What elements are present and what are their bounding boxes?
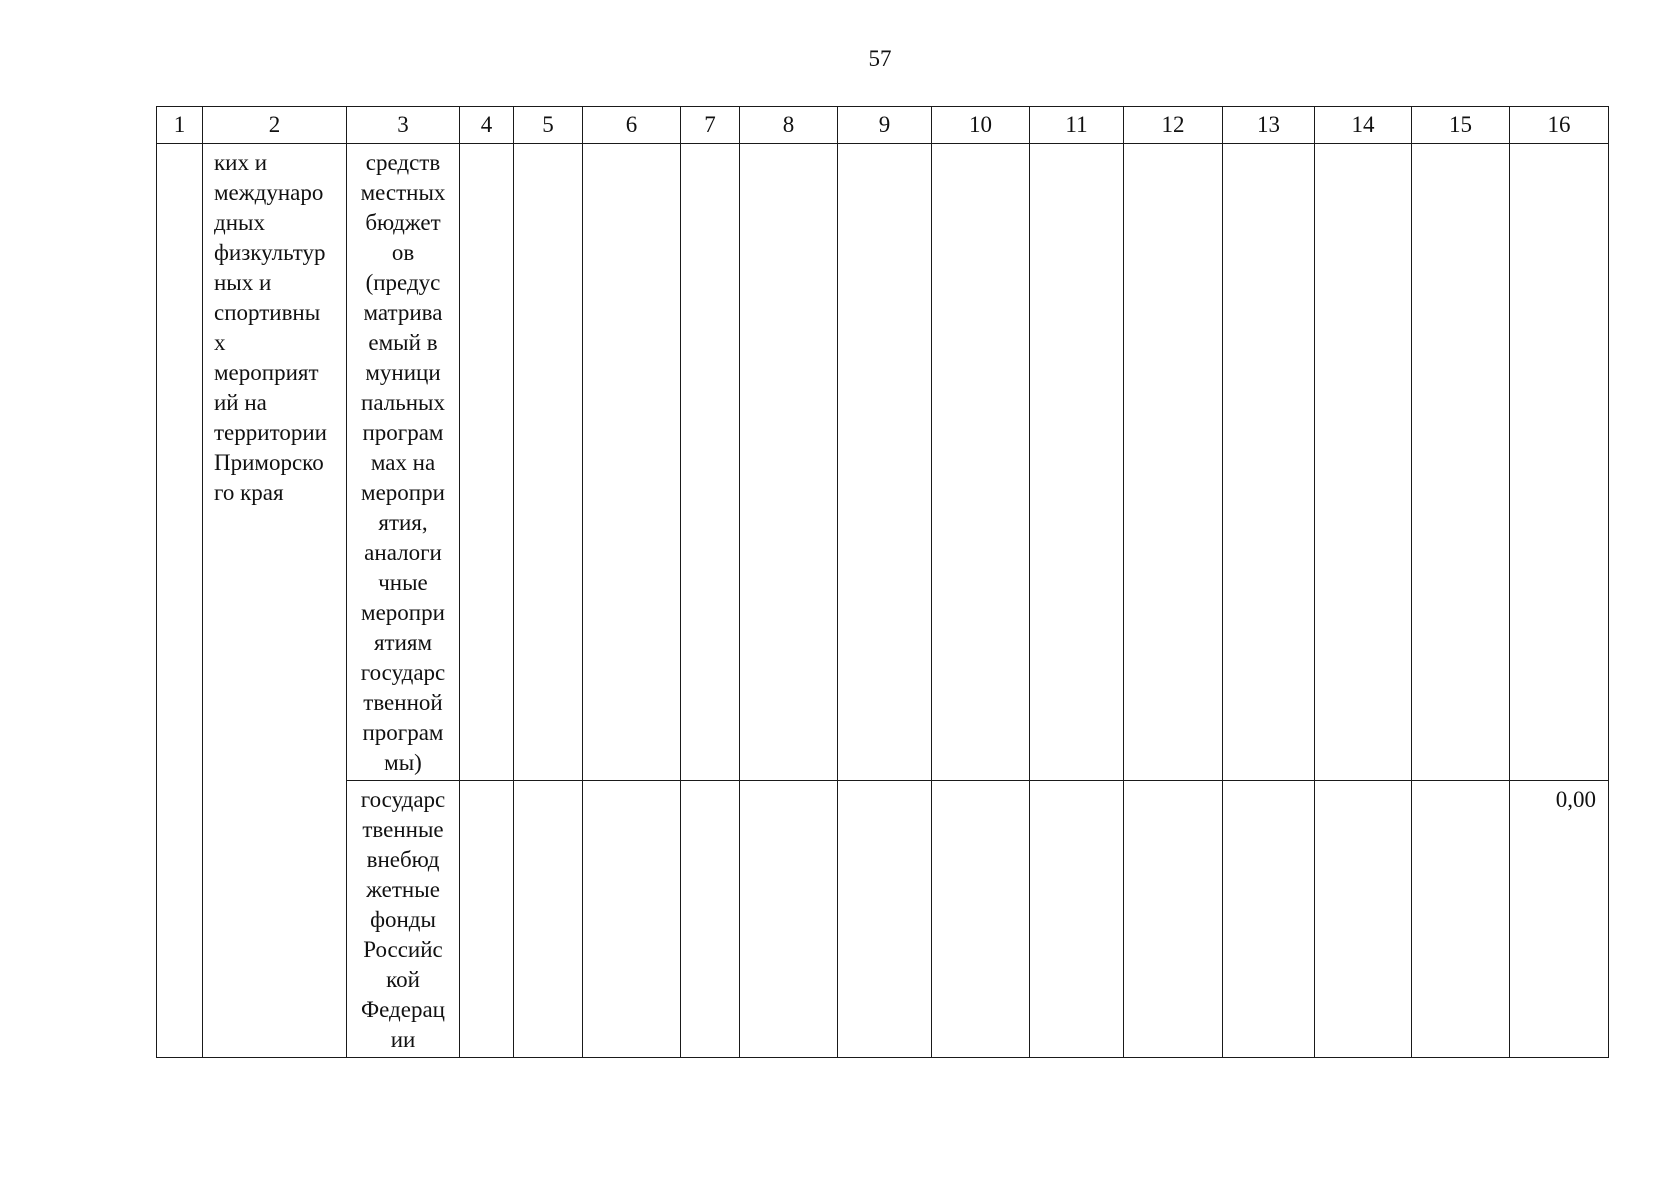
column-header-10: 10 <box>932 107 1030 144</box>
funding-source-line: мы) <box>384 750 422 775</box>
table-cell <box>932 144 1030 781</box>
funding-source-line: бюджет <box>365 210 441 235</box>
funding-source-line: (предус <box>365 270 441 295</box>
column-header-16: 16 <box>1510 107 1609 144</box>
table-cell <box>838 781 932 1058</box>
funding-source-line: местных <box>360 180 446 205</box>
column-header-1: 1 <box>157 107 203 144</box>
table-cell <box>1412 781 1510 1058</box>
event-name-cell <box>203 144 347 1058</box>
funding-source-line: програм <box>362 720 444 745</box>
event-name-line: физкультур <box>214 240 326 265</box>
event-name-line: ий на <box>214 390 267 415</box>
table-cell <box>740 781 838 1058</box>
funding-source-line: жетные <box>366 877 440 902</box>
page-number: 57 <box>868 46 892 71</box>
funding-source-line: мах на <box>370 450 436 475</box>
table-cell <box>1124 144 1223 781</box>
column-header-5: 5 <box>514 107 583 144</box>
column-header-13: 13 <box>1223 107 1315 144</box>
table-cell <box>1030 144 1124 781</box>
table-cell <box>514 781 583 1058</box>
funding-source-line: твенной <box>363 690 443 715</box>
table-cell <box>1223 144 1315 781</box>
table-cell <box>460 144 514 781</box>
table-cell <box>1124 781 1223 1058</box>
table-cell <box>1223 781 1315 1058</box>
funding-source-line: матрива <box>363 300 443 325</box>
funding-source-line: ии <box>390 1027 416 1052</box>
column-header-8: 8 <box>740 107 838 144</box>
funding-source-line: муници <box>365 360 441 385</box>
funding-source-line: государс <box>360 660 446 685</box>
funding-source-line: средств <box>365 150 441 175</box>
funding-source-line: емый в <box>368 330 438 355</box>
table-cell <box>1412 144 1510 781</box>
table-cell <box>460 781 514 1058</box>
column-header-11: 11 <box>1030 107 1124 144</box>
event-name-line: территории <box>214 420 327 445</box>
cell-col-1 <box>157 144 203 1058</box>
event-name-line: спортивны <box>214 300 321 325</box>
table-cell <box>932 781 1030 1058</box>
table-cell <box>681 781 740 1058</box>
event-name-line: ных и <box>214 270 272 295</box>
column-header-12: 12 <box>1124 107 1223 144</box>
funding-source-line: чные <box>378 570 428 595</box>
event-name-line: го края <box>214 480 284 505</box>
column-header-2: 2 <box>203 107 347 144</box>
total-value-cell: 0,00 <box>1510 781 1609 1058</box>
funding-source-line: меропри <box>361 480 445 505</box>
event-name-line: х <box>214 330 226 355</box>
funding-source-line: твенные <box>362 817 444 842</box>
event-name-line: дных <box>214 210 265 235</box>
table-cell <box>1510 144 1609 781</box>
column-header-6: 6 <box>583 107 681 144</box>
funding-source-line: меропри <box>361 600 445 625</box>
column-header-7: 7 <box>681 107 740 144</box>
table-cell <box>1315 781 1412 1058</box>
funding-source-cell <box>347 781 460 1058</box>
column-header-15: 15 <box>1412 107 1510 144</box>
table-cell <box>514 144 583 781</box>
funding-source-line: Федерац <box>360 997 445 1022</box>
funding-source-line: внебюд <box>366 847 440 872</box>
event-name-line: междунаро <box>214 180 324 205</box>
event-name-line: ких и <box>214 150 268 175</box>
table-row <box>157 144 1609 781</box>
event-name-line: Приморско <box>214 450 324 475</box>
funding-source-line: пальных <box>361 390 445 415</box>
column-header-14: 14 <box>1315 107 1412 144</box>
table-cell <box>1315 144 1412 781</box>
funding-source-line: аналоги <box>364 540 442 565</box>
table-cell <box>583 144 681 781</box>
budget-table <box>156 106 1609 1058</box>
funding-source-line: ятиям <box>373 630 433 655</box>
funding-source-line: кой <box>386 967 420 992</box>
table-cell <box>681 144 740 781</box>
funding-source-line: ов <box>391 240 415 265</box>
funding-source-line: фонды <box>370 907 436 932</box>
table-cell <box>1030 781 1124 1058</box>
header-row <box>157 107 1609 144</box>
funding-source-line: ятия, <box>378 510 428 535</box>
funding-source-line: програм <box>362 420 444 445</box>
event-name-line: мероприят <box>214 360 319 385</box>
table-row <box>157 781 1609 1058</box>
funding-source-line: государс <box>360 787 446 812</box>
table-cell <box>838 144 932 781</box>
funding-source-cell <box>347 144 460 781</box>
table-cell <box>583 781 681 1058</box>
column-header-3: 3 <box>347 107 460 144</box>
funding-source-line: Российс <box>363 937 443 962</box>
table-cell <box>740 144 838 781</box>
column-header-9: 9 <box>838 107 932 144</box>
column-header-4: 4 <box>460 107 514 144</box>
